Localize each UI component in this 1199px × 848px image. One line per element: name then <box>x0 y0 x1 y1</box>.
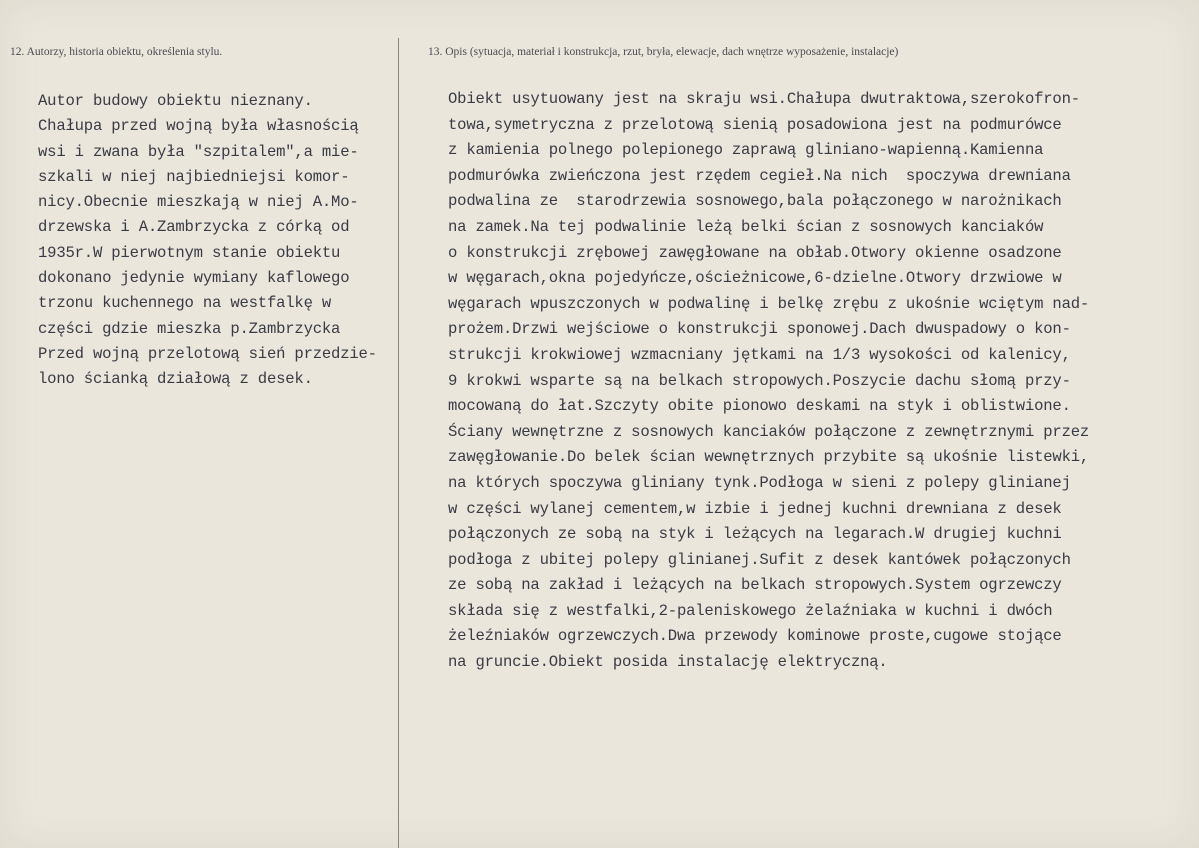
text-line: Przed wojną przelotową sień przedzie- <box>38 344 377 363</box>
text-line: węgarach wpuszczonych w podwalinę i belkę zrębu z ukośnie wciętym nad- <box>448 294 1090 313</box>
text-line: połączonych ze sobą na styk i leżących na legarach.W drugiej kuchni <box>448 525 1062 544</box>
text-line: 9 krokwi wsparte są na belkach stropowych.Poszycie dachu słomą przy- <box>448 371 1071 390</box>
text-line: Chałupa przed wojną była własnością <box>38 117 359 136</box>
text-line: podłoga z ubitej polepy glinianej.Sufit z desek kantówek połączonych <box>448 550 1071 569</box>
text-line: ze sobą na zakład i leżących na belkach stropowych.System ogrzewczy <box>448 576 1062 595</box>
text-line: na których spoczywa gliniany tynk.Podłoga w sieni z polepy glinianej <box>448 473 1071 492</box>
text-line: Autor budowy obiektu nieznany. <box>38 92 313 110</box>
section-13-header: 13. Opis (sytuacja, materiał i konstrukcja, rzut, bryła, elewacje, dach wnętrze wyposażenie, instalacje) <box>428 46 899 58</box>
text-line: trzonu kuchennego na westfalkę w <box>38 294 332 313</box>
text-line: w części wylanej cementem,w izbie i jednej kuchni drewniana z desek <box>448 499 1062 518</box>
text-line: w węgarach,okna pojedyńcze,ościeżnicowe,6-dzielne.Otwory drzwiowe w <box>448 269 1062 288</box>
text-line: na zamek.Na tej podwalinie leżą belki ścian z sosnowych kanciaków <box>448 217 1044 236</box>
text-line: z kamienia polnego polepionego zaprawą gliniano-wapienną.Kamienna <box>448 141 1044 160</box>
text-line: składa się z westfalki,2-paleniskowego żelaźniaka w kuchni i dwóch <box>448 601 1053 620</box>
section-12-header: 12. Autorzy, historia obiektu, określenia stylu. <box>10 46 223 58</box>
text-line: nicy.Obecnie mieszkają w niej A.Mo- <box>38 193 359 212</box>
text-line: żeleźniaków ogrzewczych.Dwa przewody kominowe proste,cugowe stojące <box>448 627 1062 646</box>
text-line: wsi i zwana była "szpitalem",a mie- <box>38 142 359 161</box>
description-text <box>448 87 1188 676</box>
text-line: na gruncie.Obiekt posida instalację elektryczną. <box>448 653 888 672</box>
text-line: lono ścianką działową z desek. <box>38 370 313 389</box>
text-line: mocowaną do łat.Szczyty obite pionowo deskami na styk i oblistwione. <box>448 397 1071 416</box>
text-line: towa,symetryczna z przelotową sienią posadowiona jest na podmurówce <box>448 115 1062 134</box>
text-line: podwalina ze starodrzewia sosnowego,bala połączonego w narożnikach <box>448 192 1062 211</box>
text-line: drzewska i A.Zambrzycka z córką od <box>38 218 350 237</box>
text-line: podmurówka zwieńczona jest rzędem cegieł.Na nich spoczywa drewniana <box>448 166 1071 185</box>
text-line: o konstrukcji zrębowej zawęgłowane na obłab.Otwory okienne osadzone <box>448 243 1062 262</box>
column-divider <box>398 38 399 848</box>
text-line: Obiekt usytuowany jest na skraju wsi.Chałupa dwutraktowa,szerokofron- <box>448 90 1080 108</box>
text-line: części gdzie mieszka p.Zambrzycka <box>38 319 341 338</box>
text-line: strukcji krokwiowej wzmacniany jętkami na 1/3 wysokości od kalenicy, <box>448 345 1071 364</box>
text-line: prożem.Drzwi wejściowe o konstrukcji sponowej.Dach dwuspadowy o kon- <box>448 320 1071 339</box>
text-line: Ściany wewnętrzne z sosnowych kanciaków połączone z zewnętrznymi przez <box>448 422 1090 441</box>
text-line: zawęgłowanie.Do belek ścian wewnętrznych przybite są ukośnie listewki, <box>448 448 1090 467</box>
text-line: 1935r.W pierwotnym stanie obiektu <box>38 243 341 262</box>
text-line: szkali w niej najbiedniejsi komor- <box>38 167 350 186</box>
text-line: dokonano jedynie wymiany kaflowego <box>38 269 350 288</box>
authors-history-text <box>38 89 394 393</box>
